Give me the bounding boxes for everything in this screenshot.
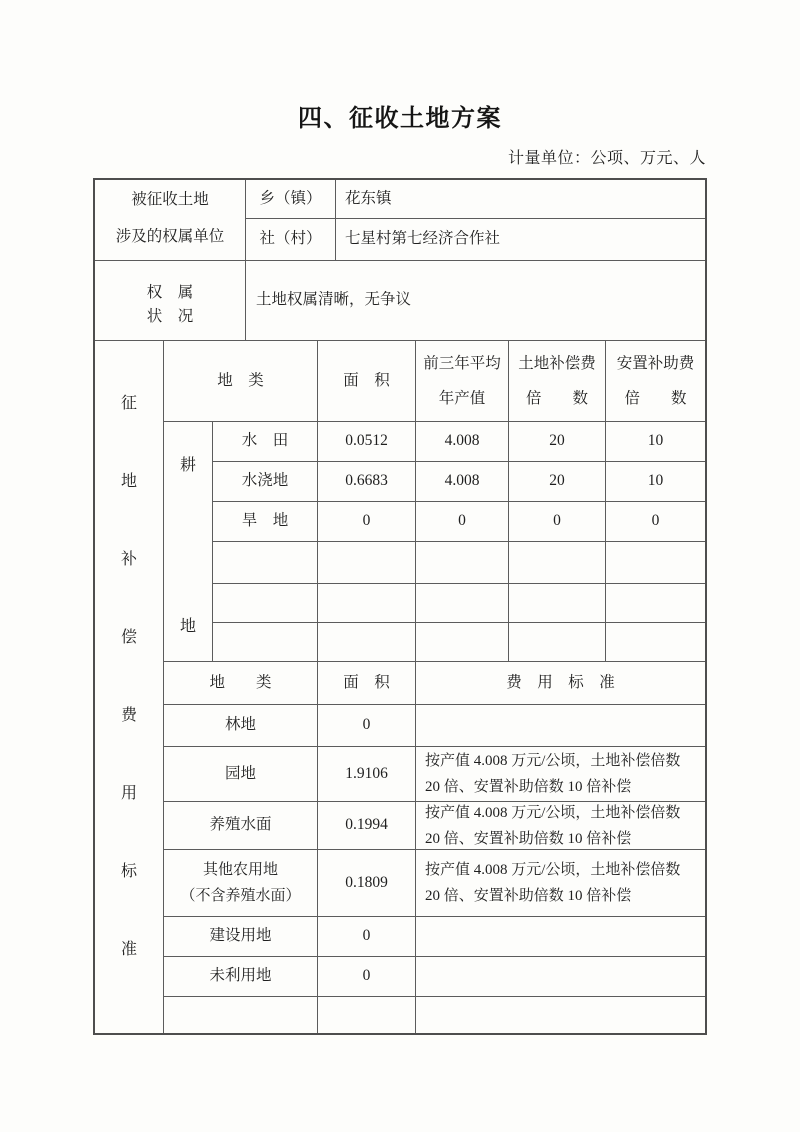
township-label-cell: 乡（镇） bbox=[245, 180, 335, 218]
lower-row-name: 养殖水面 bbox=[163, 801, 317, 849]
annual-output-line1: 前三年平均 bbox=[423, 355, 501, 372]
ownership-info-section bbox=[95, 180, 705, 340]
upper-row-output bbox=[415, 541, 508, 583]
upper-row-name bbox=[212, 583, 317, 622]
owner-units-label-line2: 涉及的权属单位 bbox=[115, 228, 225, 246]
tenure-status-label-line1: 权 属 bbox=[146, 284, 194, 301]
side-char: 准 bbox=[120, 941, 137, 959]
lower-row-fee: 按产值 4.008 万元/公顷，土地补偿倍数 20 倍、安置补助倍数 10 倍补偿 bbox=[415, 801, 705, 849]
upper-row-resettle-multiple bbox=[605, 583, 705, 622]
lower-row-fee: 按产值 4.008 万元/公顷，土地补偿倍数 20 倍、安置补助倍数 10 倍补偿 bbox=[415, 746, 705, 801]
upper-row-output: 4.008 bbox=[415, 461, 508, 501]
upper-row-resettle-multiple bbox=[605, 622, 705, 661]
upper-header-resettle-multiple bbox=[605, 341, 705, 421]
upper-row-land-multiple bbox=[508, 583, 605, 622]
village-value-cell: 七星村第七经济合作社 bbox=[335, 218, 705, 260]
village-label-cell: 社（村） bbox=[245, 218, 335, 260]
lower-row-fee bbox=[415, 704, 705, 746]
resettle-line1: 安置补助费 bbox=[616, 355, 695, 372]
side-char: 征 bbox=[120, 395, 137, 412]
upper-row-area: 0.0512 bbox=[317, 421, 415, 461]
lower-row-name: 未利用地 bbox=[163, 956, 317, 996]
tenure-status-value: 土地权属清晰，无争议 bbox=[245, 260, 705, 340]
upper-row-area bbox=[317, 583, 415, 622]
tenure-status-label bbox=[95, 260, 245, 340]
compensation-standard-section bbox=[95, 340, 705, 1033]
land-comp-line2: 倍 数 bbox=[525, 390, 588, 408]
resettle-line2: 倍 数 bbox=[624, 390, 687, 408]
annual-output-line2: 年产值 bbox=[438, 390, 486, 408]
cultivated-char: 地 bbox=[179, 618, 196, 636]
lower-row-fee bbox=[415, 996, 705, 1033]
upper-row-land-multiple bbox=[508, 541, 605, 583]
lower-row-area: 0 bbox=[317, 956, 415, 996]
upper-row-land-multiple: 20 bbox=[508, 461, 605, 501]
lower-header-area: 面 积 bbox=[317, 661, 415, 704]
upper-row-land-multiple: 20 bbox=[508, 421, 605, 461]
upper-row-output bbox=[415, 583, 508, 622]
compensation-side-label bbox=[95, 341, 163, 1033]
lower-row-name: 林地 bbox=[163, 704, 317, 746]
lower-row-name: 园地 bbox=[163, 746, 317, 801]
lower-header-land-type: 地 类 bbox=[163, 661, 317, 704]
side-char: 偿 bbox=[120, 629, 137, 647]
lower-header-fee-standard: 费 用 标 准 bbox=[415, 661, 705, 704]
upper-header-land-type: 地 类 bbox=[163, 341, 317, 421]
side-char: 用 bbox=[120, 785, 137, 803]
upper-row-name: 水 田 bbox=[212, 421, 317, 461]
upper-row-land-multiple bbox=[508, 622, 605, 661]
lower-row-area: 0.1994 bbox=[317, 801, 415, 849]
side-char: 地 bbox=[120, 473, 137, 491]
upper-row-name: 水浇地 bbox=[212, 461, 317, 501]
lower-row-name-line1: 其他农用地 bbox=[202, 862, 278, 879]
upper-row-land-multiple: 0 bbox=[508, 501, 605, 541]
upper-row-resettle-multiple: 10 bbox=[605, 461, 705, 501]
upper-row-resettle-multiple: 10 bbox=[605, 421, 705, 461]
lower-row-name-line2: （不含养殖水面） bbox=[180, 887, 301, 904]
upper-row-output bbox=[415, 622, 508, 661]
lower-row-fee: 按产值 4.008 万元/公顷，土地补偿倍数 20 倍、安置补助倍数 10 倍补偿 bbox=[415, 849, 705, 916]
tenure-status-label-line2: 状 况 bbox=[146, 308, 194, 326]
lower-row-fee bbox=[415, 916, 705, 956]
land-comp-line1: 土地补偿费 bbox=[518, 355, 596, 372]
township-value-cell: 花东镇 bbox=[335, 180, 705, 218]
upper-row-resettle-multiple: 0 bbox=[605, 501, 705, 541]
upper-row-area: 0 bbox=[317, 501, 415, 541]
upper-row-area bbox=[317, 541, 415, 583]
upper-header-land-comp-multiple bbox=[508, 341, 605, 421]
side-char: 费 bbox=[120, 707, 137, 725]
lower-row-name: 建设用地 bbox=[163, 916, 317, 956]
owner-units-label-line1: 被征收土地 bbox=[131, 191, 209, 208]
lower-row-name bbox=[163, 996, 317, 1033]
side-char: 补 bbox=[120, 551, 137, 569]
measurement-unit-note: 计量单位：公项、万元、人 bbox=[507, 150, 706, 167]
side-char: 标 bbox=[120, 863, 137, 881]
upper-row-area bbox=[317, 622, 415, 661]
lower-row-area: 0 bbox=[317, 704, 415, 746]
upper-row-output: 4.008 bbox=[415, 421, 508, 461]
upper-row-output: 0 bbox=[415, 501, 508, 541]
owner-units-label bbox=[95, 180, 245, 260]
upper-row-name: 旱 地 bbox=[212, 501, 317, 541]
lower-row-name bbox=[163, 849, 317, 916]
upper-row-name bbox=[212, 541, 317, 583]
upper-row-resettle-multiple bbox=[605, 541, 705, 583]
cultivated-land-group-label bbox=[163, 421, 212, 661]
upper-header-area: 面 积 bbox=[317, 341, 415, 421]
upper-row-area: 0.6683 bbox=[317, 461, 415, 501]
upper-header-annual-output bbox=[415, 341, 508, 421]
lower-row-area: 1.9106 bbox=[317, 746, 415, 801]
lower-row-area: 0 bbox=[317, 916, 415, 956]
page-title: 四、征收土地方案 bbox=[298, 105, 502, 132]
lower-row-fee bbox=[415, 956, 705, 996]
upper-row-name bbox=[212, 622, 317, 661]
cultivated-char: 耕 bbox=[179, 457, 196, 474]
lower-row-area: 0.1809 bbox=[317, 849, 415, 916]
lower-row-area bbox=[317, 996, 415, 1033]
land-acquisition-table bbox=[93, 178, 707, 1035]
